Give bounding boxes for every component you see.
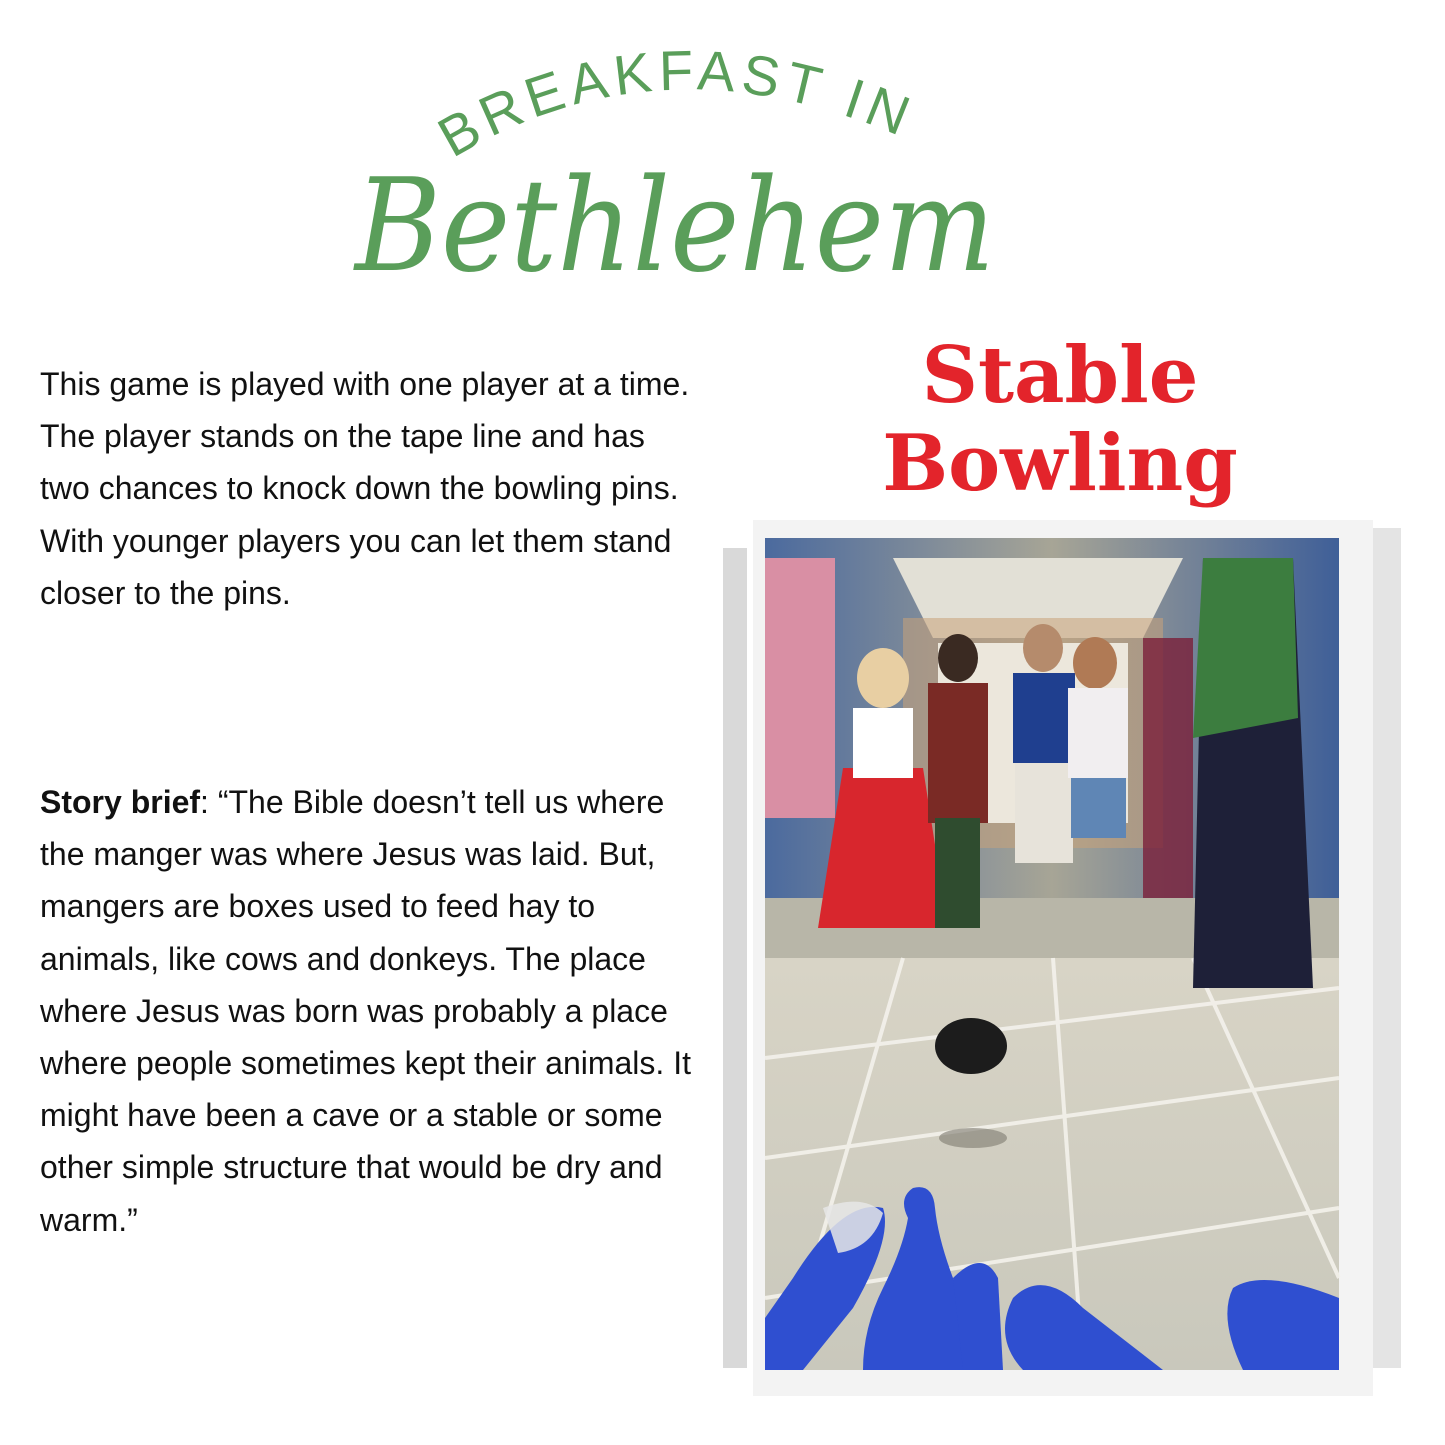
story-brief [40,776,700,1246]
activity-title [860,332,1260,508]
title-line-2: Bowling [882,418,1238,509]
title-line-1: Stable [921,330,1199,421]
logo-script-text: Bethlehem [353,152,995,301]
breakfast-in-bethlehem-logo [330,30,1030,310]
bowling-photo [765,538,1339,1370]
photo-card [723,518,1403,1398]
story-brief-text: : “The Bible doesn’t tell us where the manger was where Jesus was laid. But, mangers are boxes used to feed hay to animals, like cows and donkeys. The place where Jesus was born was probably a place where people sometimes kept their animals. It might have been a cave or a stable or some other simple structure that would be dry and warm.” [40,784,691,1238]
story-brief-label: Story brief [40,784,201,820]
game-instructions: This game is played with one player at a time. The player stands on the tape line and has two chances to knock down the bowling pins. With younger players you can let them stand closer to the pins. [40,366,690,611]
frame-right-edge [1373,528,1401,1368]
bowling-ball [935,1018,1007,1074]
frame-left-edge [723,548,747,1368]
logo-top-text: BREAKFAST IN [427,38,924,169]
